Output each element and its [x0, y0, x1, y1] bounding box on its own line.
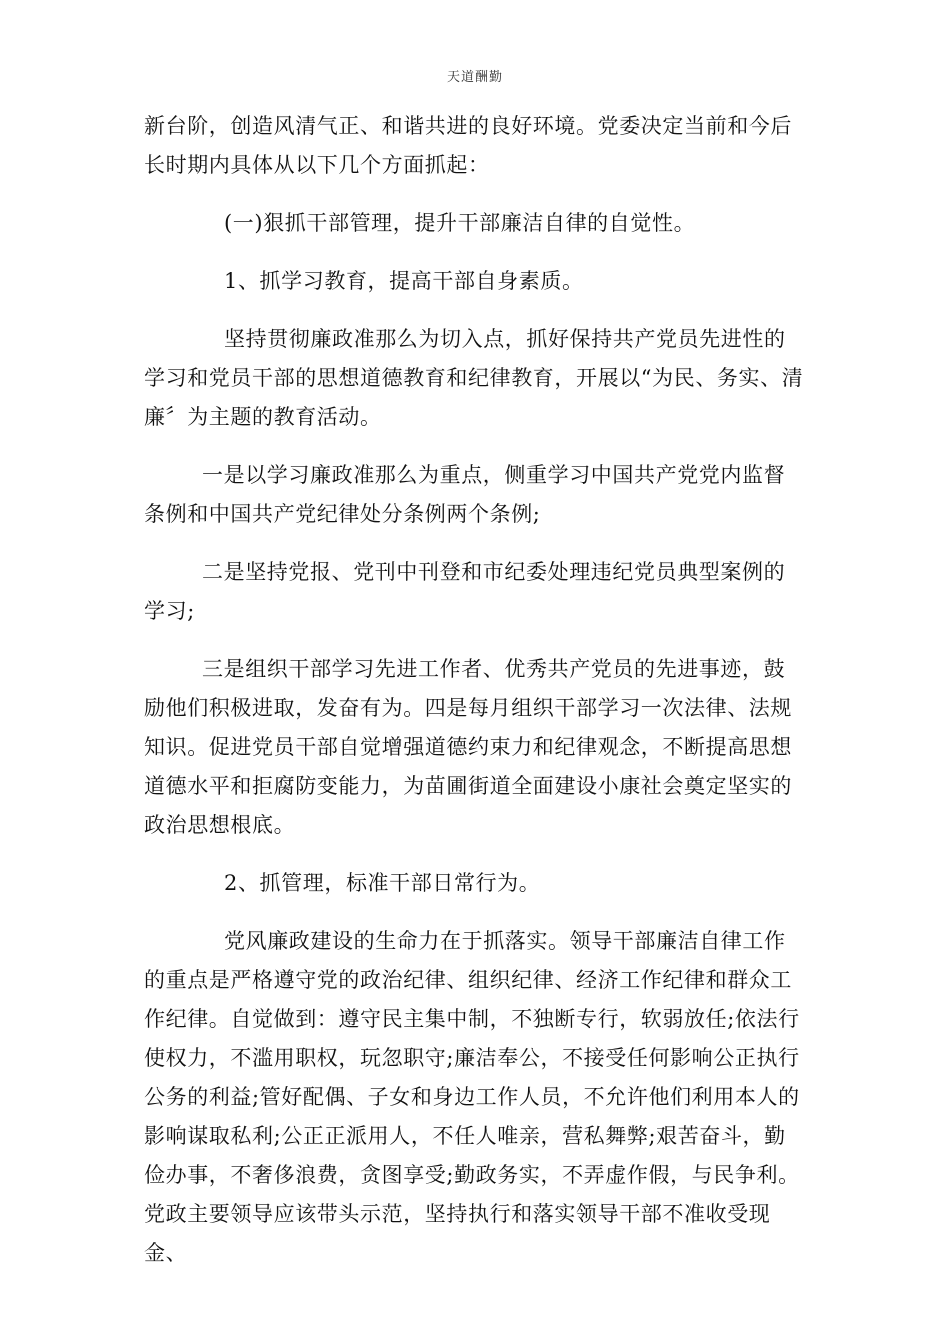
paragraph-study-education: 坚持贯彻廉政准那么为切入点，抓好保持共产党员先进性的学习和党员干部的思想道德教育和纪律教育，开展以“为民、务实、清廉〞为主题的教育活动。: [144, 327, 804, 429]
paragraph-item-3: 三是组织干部学习先进工作者、优秀共产党员的先进事迹，鼓励他们积极进取，发奋有为。四是每月组织干部学习一次法律、法规知识。促进党员干部自觉增强道德约束力和纪律观念，不断提高思想道德水平和拒腐防变能力，为苗圃街道全面建设小康社会奠定坚实的政治思想根底。: [144, 657, 792, 837]
section-heading-1: (一)狠抓干部管理，提升干部廉洁自律的自觉性。: [224, 211, 696, 235]
paragraph-item-1: 一是以学习廉政准那么为重点，侧重学习中国共产党党内监督条例和中国共产党纪律处分条例两个条例;: [144, 463, 786, 526]
subsection-heading-1: 1、抓学习教育，提高干部自身素质。: [224, 269, 584, 293]
subsection-heading-2: 2、抓管理，标准干部日常行为。: [224, 871, 541, 895]
document-body: [144, 107, 806, 1292]
page-header: 天道酬勤: [446, 70, 503, 85]
paragraph-intro: 新台阶，创造风清气正、和谐共进的良好环境。党委决定当前和今后长时期内具体从以下几个方面抓起：: [144, 114, 792, 177]
paragraph-management: 党风廉政建设的生命力在于抓落实。领导干部廉洁自律工作的重点是严格遵守党的政治纪律、组织纪律、经济工作纪律和群众工作纪律。自觉做到：遵守民主集中制，不独断专行，软弱放任;依法行使权力，不滥用职权，玩忽职守;廉洁奉公，不接受任何影响公正执行公务的利益;管好配偶、子女和身边工作人员，不允许他们利用本人的影响谋取私利;公正正派用人，不任人唯亲，营私舞弊;艰苦奋斗，勤俭办事，不奢侈浪费，贪图享受;勤政务实，不弄虚作假，与民争利。党政主要领导应该带头示范，坚持执行和落实领导干部不准收受现金、: [144, 929, 800, 1265]
paragraph-item-2: 二是坚持党报、党刊中刊登和市纪委处理违纪党员典型案例的学习;: [144, 560, 786, 623]
